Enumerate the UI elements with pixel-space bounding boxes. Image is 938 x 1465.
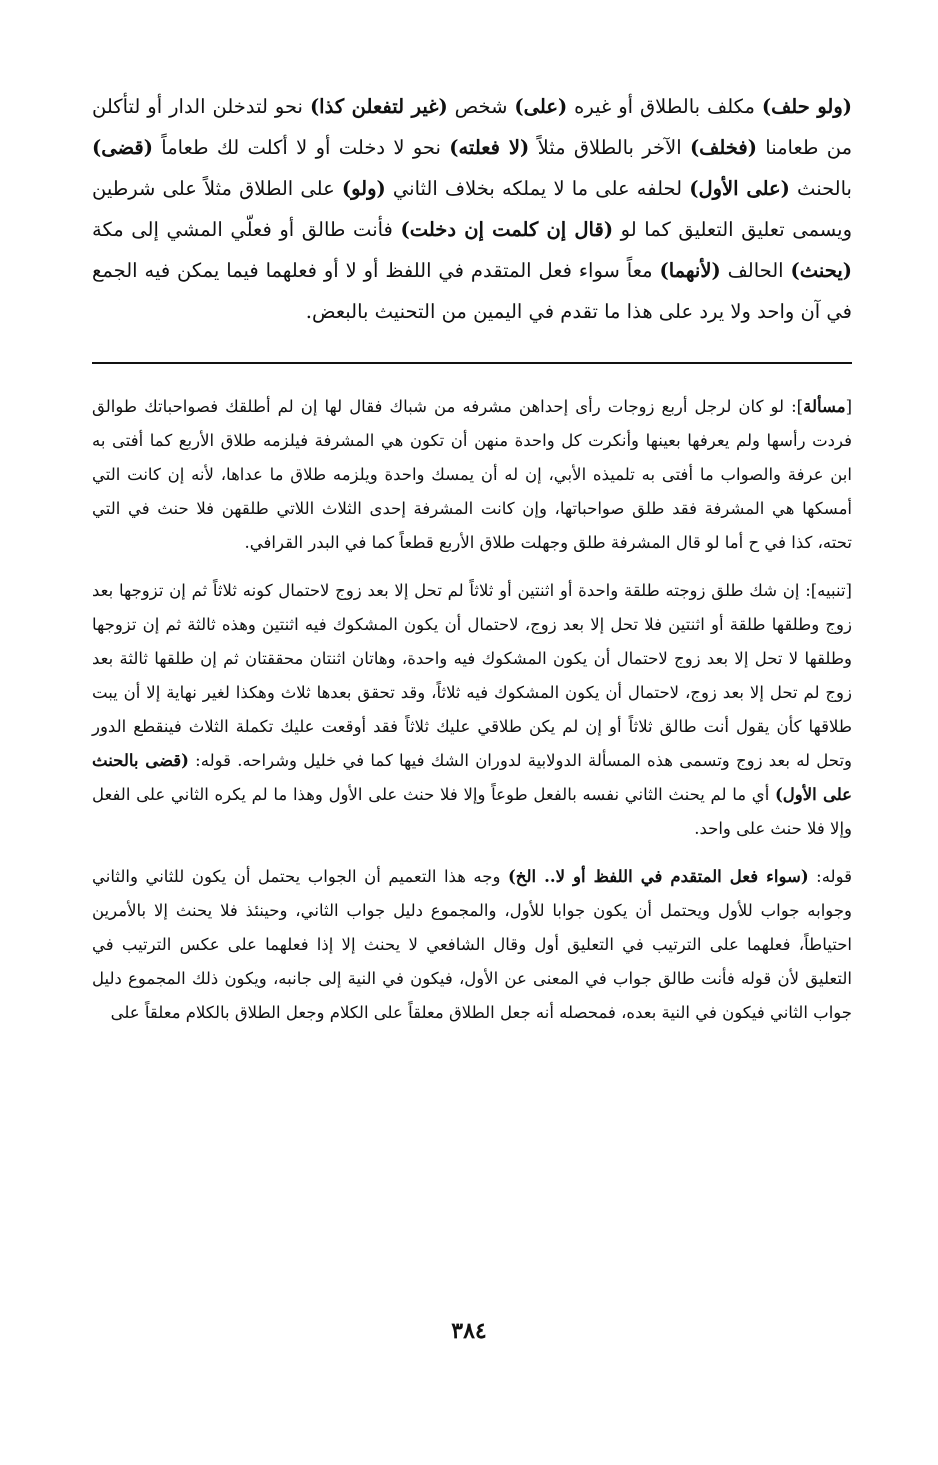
bold-phrase: (قضى بالحنث على الأول) [92, 751, 853, 804]
text-run: الآخر بالطلاق مثلاً [529, 136, 690, 159]
text-run: الحالف [720, 259, 791, 282]
note-masala [92, 390, 852, 560]
bold-phrase: (لأنهما) [659, 259, 721, 282]
bold-phrase: (على) [514, 95, 568, 118]
bold-phrase: (قضى) [92, 136, 153, 159]
text-run: وجه هذا التعميم أن الجواب يحتمل أن يكون للثاني والثاني وجوابه جواب للأول ويحتمل أن يكون جوابا للأول، والمجموع دليل جواب الثاني، وحينئذ فلا يحنث إلا بالأمرين احتياطاً، فعلهما على الترتيب في التعليق أول وقال الشافعي لا يحنث إلا إذا فعلهما على عكس الترتيب في التعليق لأن قوله فأنت طالق جواب في المعنى عن الأول، فيكون في النية إلى جانبه، ويكون ذلك المجموع دليل جواب الثاني فيكون في النية بعده، فمحصله أنه جعل الطلاق معلقاً على الكلام وجعل الطلاق بالكلام معلقاً على [92, 867, 852, 1022]
text-run: أي ما لم يحنث الثاني نفسه بالفعل طوعاً وإلا فلا حنث على الأول وهذا ما لم يكره الثاني على الفعل وإلا فلا حنث على واحد. [92, 785, 852, 838]
page-body [92, 86, 852, 1044]
text-run: [تنبيه]: إن شك طلق زوجته طلقة واحدة أو اثنتين أو ثلاثاً لم تحل إلا بعد زوج لاحتمال كونه ثلاثاً ثم إن تزوجها بعد زوج وطلقها طلقة أو اثنتين فلا تحل إلا بعد زوج، لاحتمال أن يكون المشكوك فيه اثنتين وهذه ثالثة ثم إن تزوجها وطلقها لا تحل إلا بعد زوج لاحتمال أن يكون المشكوك فيه واحدة، وهاتان اثنتان محققتان ثم إن طلقها ثالثة بعد زوج لم تحل إلا بعد زوج، لاحتمال أن يكون المشكوك فيه ثلاثاً، وقد تحقق بعدها ثلاث وهكذا لغير نهاية إلا أن يبت طلاقها كأن يقول أنت طالق ثلاثاً أو إن لم يكن طلاقي عليك ثلاثاً فقد أوقعت عليك تكملة الثلاث فينقطع الدور وتحل له بعد زوج وتسمى هذه المسألة الدولابية لدوران الشك فيها كما في خليل وشراحه. قوله: [92, 581, 853, 770]
commentary [92, 390, 852, 1030]
main-paragraph [92, 86, 852, 332]
text-run: فأنت طالق أو فعلّي المشي إلى مكة [92, 218, 401, 241]
bold-phrase: مسألة [803, 397, 846, 416]
text-run: نحو لتدخلن الدار أو لتأكلن من طعامنا [92, 95, 853, 159]
bold-phrase: (فخلف) [689, 136, 757, 159]
text-run: قوله: [808, 867, 852, 886]
bold-phrase: (غير لتفعلن كذا) [309, 95, 448, 118]
bold-phrase: (ولو حلف) [761, 95, 852, 118]
text-run: على الطلاق مثلاً على شرطين ويسمى تعليق التعليق كما لو [92, 177, 852, 241]
page-number: ٣٨٤ [451, 1318, 487, 1344]
bold-phrase: (لا فعلته) [449, 136, 530, 159]
text-run: مكلف بالطلاق أو غيره [567, 95, 762, 118]
footnote-divider [92, 362, 852, 364]
bold-phrase: (قال إن كلمت إن دخلت) [400, 218, 614, 241]
text-run: نحو لا دخلت أو لا أكلت لك طعاماً [152, 136, 450, 159]
bold-phrase: (على الأول) [689, 177, 790, 200]
bold-phrase: (ولو) [341, 177, 386, 200]
text-run: معاً سواء فعل المتقدم في اللفظ أو لا أو فعلهما فيما يمكن فيه الجمع في آن واحد ولا يرد على هذا ما تقدم في اليمين من التحنيث بالبعض. [92, 259, 852, 323]
text-run: [ [845, 397, 852, 416]
note-qawluh [92, 860, 852, 1030]
text-run: لحلفه على ما لا يملكه بخلاف الثاني [385, 177, 690, 200]
main-text [92, 86, 852, 332]
text-run: ]: لو كان لرجل أربع زوجات رأى إحداهن مشرفه من شباك فقال لها إن لم أطلقك فصواحباتك طوالق فردت رأسها ولم يعرفها بعينها وأنكرت كل واحدة منهن أن تكون هي المشرفة فيلزمه طلاق الأربع كما أفتى به ابن عرفة والصواب ما أفتى به تلميذه الأبي، إن له أن يمسك واحدة ويلزمه طلاق ما عداها، لأنه إن كانت التي أمسكها هي المشرفة فقد طلق صواحباتها، وإن كانت المشرفة إحدى الثلاث اللاتي طلقهن فلا حنث في التي تحته، كذا في ح أما لو قال المشرفة طلق وجهلت طلاق الأربع قطعاً كما في البدر القرافي. [92, 397, 852, 552]
bold-phrase: (سواء فعل المتقدم في اللفظ أو لا.. الخ) [507, 867, 809, 886]
text-run: بالحنث [789, 177, 852, 200]
text-run: شخص [447, 95, 515, 118]
note-tanbih [92, 574, 852, 846]
bold-phrase: (يحنث) [790, 259, 852, 282]
